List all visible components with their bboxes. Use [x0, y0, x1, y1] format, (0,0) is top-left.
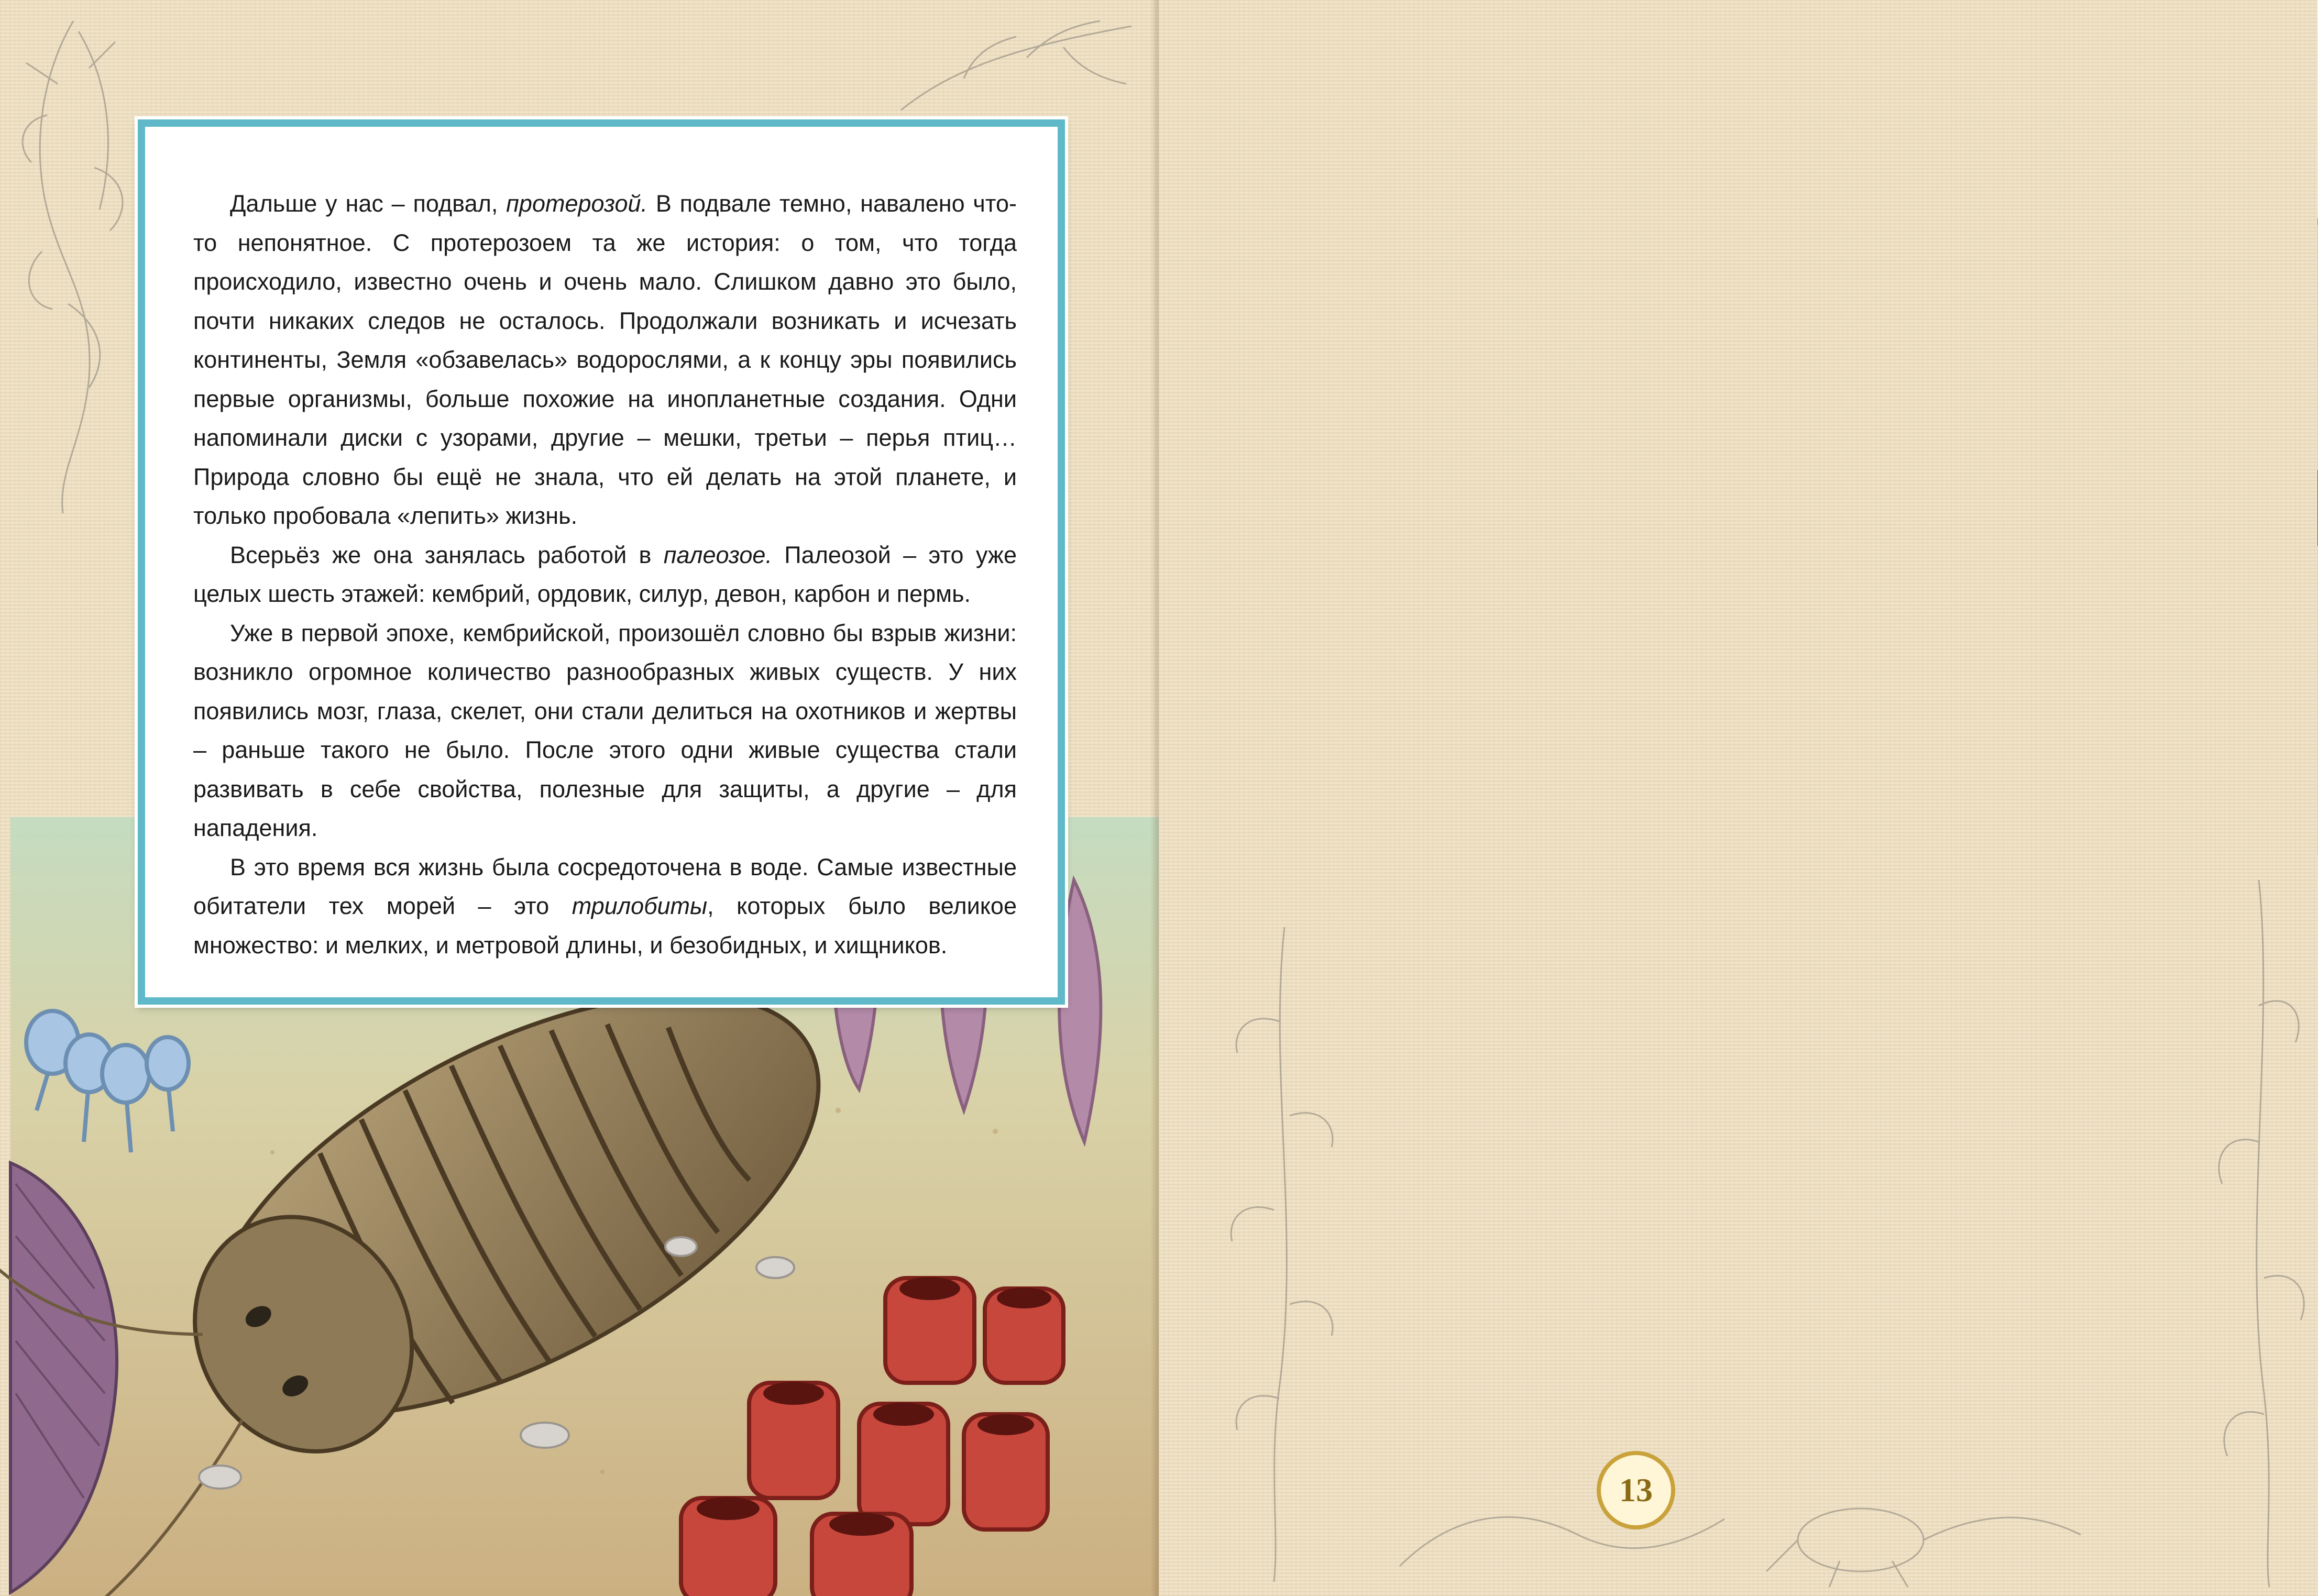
- left-text-column: [193, 184, 1017, 965]
- italic-term: трилобиты: [572, 893, 708, 919]
- page-number-badge: [1597, 1451, 1675, 1529]
- italic-term: протерозой.: [506, 190, 648, 217]
- left-paragraph: Всерьёз же она занялась работой в палеозое. Палеозой – это уже целых шесть этажей: кембрий, ордовик, силур, девон, карбон и пермь.: [193, 541, 1017, 607]
- italic-term: палеозое.: [663, 541, 772, 568]
- plant-sketch-icon: [891, 5, 1142, 126]
- flower-sketch-icon: [2201, 869, 2316, 1592]
- page-number: 13: [1619, 1471, 1653, 1509]
- left-paragraph: Уже в первой эпохе, кембрийской, произошёл словно бы взрыв жизни: возникло огромное количество разнообразных живых существ. У них появились мозг, глаза, скелет, они стали делиться на охотников и жертвы – раньше такого не было. После этого одни живые существа стали развивать в себе свойства, полезные для защиты, а другие – для нападения.: [193, 619, 1017, 841]
- bug-sketch-icon: [1389, 1461, 2096, 1592]
- shrimp-sketch-icon: [10, 10, 147, 524]
- left-paragraph: В это время вся жизнь была сосредоточена в воде. Самые известные обитатели тех морей – это трилобиты, которых было великое множество: и мелких, и метровой длины, и безобидных, и хищников.: [193, 853, 1017, 959]
- fern-sketch-icon: [1216, 917, 1353, 1587]
- left-paragraph: Дальше у нас – подвал, протерозой. В подвале темно, навалено что-то непонятное. С протерозоем та же история: о том, что тогда происходило, известно очень и очень мало. Слишком давно это было, почти никаких следов не осталось. Продолжали возникать и исчезать континенты, Земля «обзавелась» водорослями, а к концу эры появились первые организмы, больше похожие на инопланетные создания. Одни напоминали диски с узорами, другие – мешки, третьи – перья птиц… Природа словно бы ещё не знала, что ей делать на этой планете, и только пробовала «лепить» жизнь.: [193, 190, 1017, 529]
- left-text-box: [138, 119, 1065, 1005]
- right-page: [1159, 0, 2318, 1596]
